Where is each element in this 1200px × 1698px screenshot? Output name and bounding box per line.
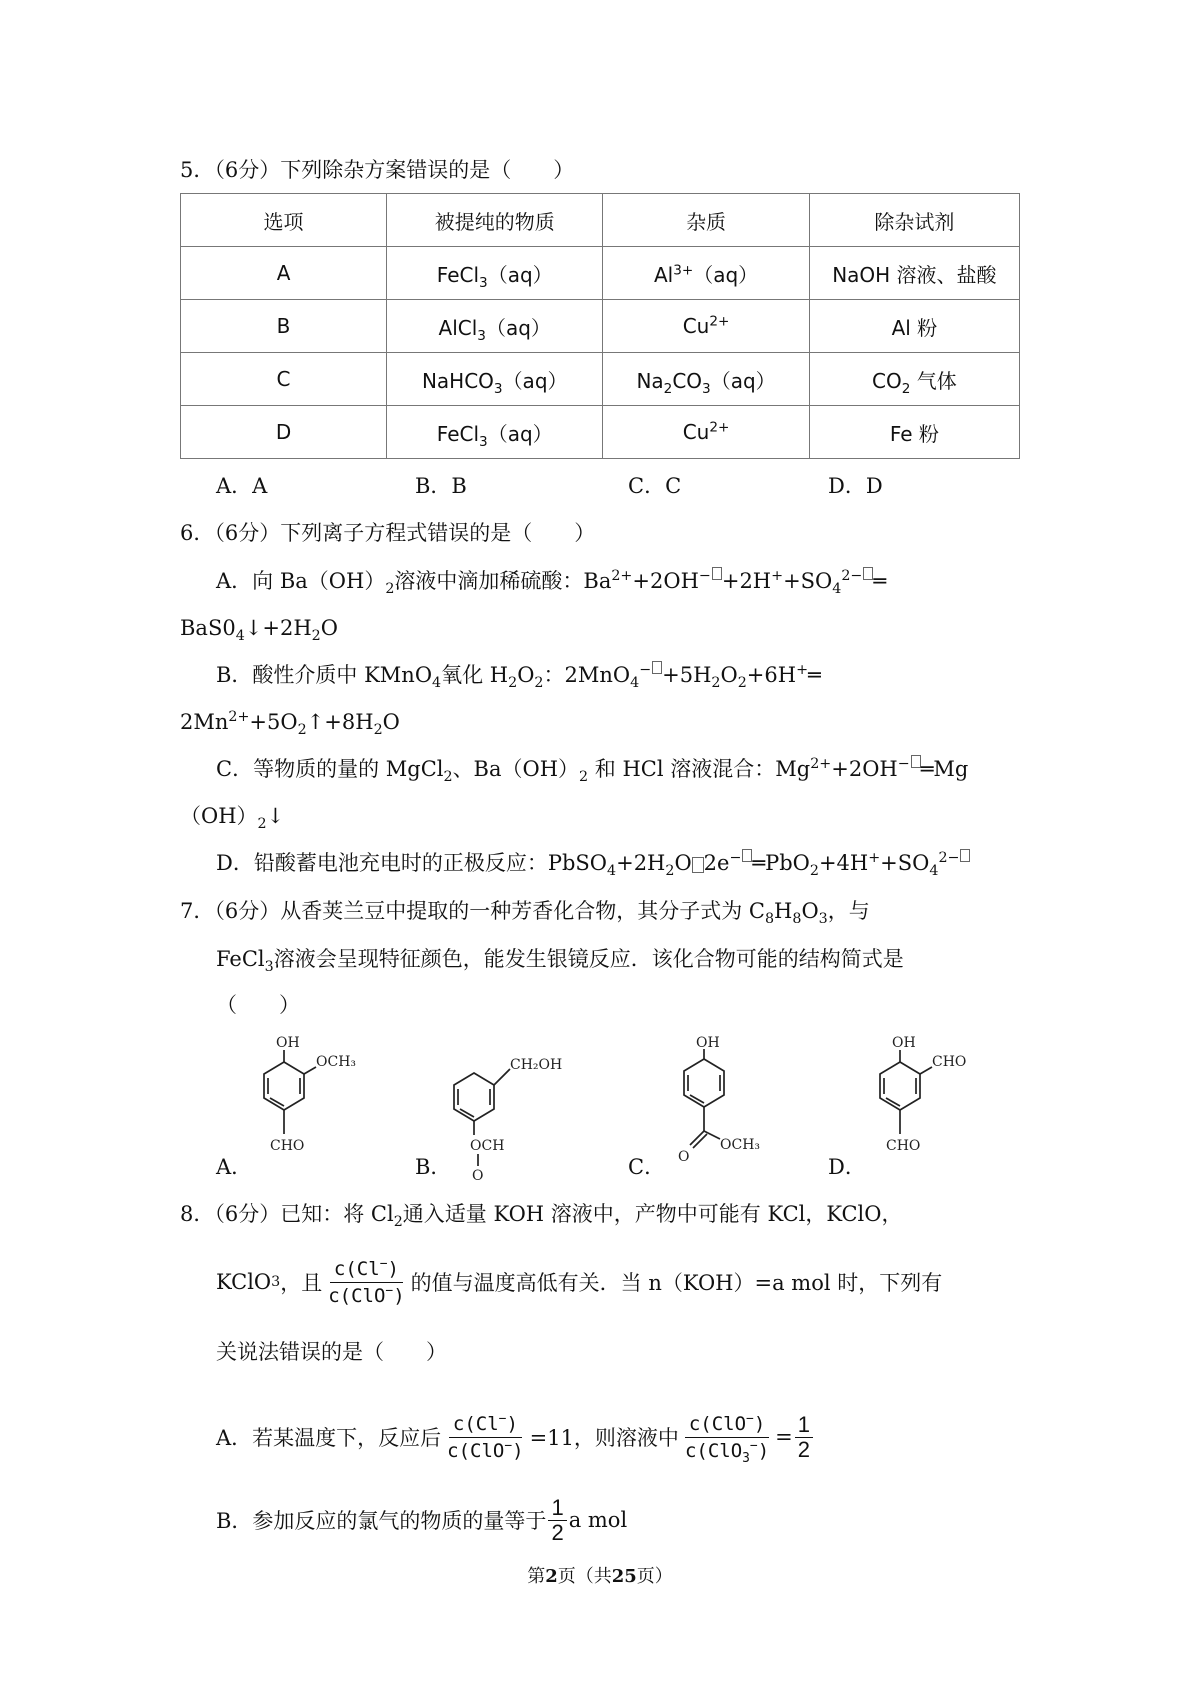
struct-c-top-label: OH: [696, 1035, 720, 1051]
struct-b-bottom-label: O: [472, 1168, 484, 1184]
q8-stem-line3: 关说法错误的是（ ）: [216, 1340, 447, 1364]
q7-label-c: C．: [628, 1155, 666, 1179]
struct-a-side-label: OCH₃: [316, 1054, 357, 1070]
struct-d-side-label: CHO: [932, 1054, 967, 1070]
table-cell-option: D: [181, 406, 387, 459]
structure-d: [866, 1030, 986, 1185]
table-cell-option: A: [181, 247, 387, 300]
structure-a: [250, 1030, 370, 1185]
table-cell-reagent: NaOH 溶液、盐酸: [809, 247, 1019, 300]
table-cell-substance: FeCl$_3$（aq）: [387, 406, 603, 459]
table-header: 选项: [181, 194, 387, 247]
struct-b-mid-label: OCH: [470, 1138, 505, 1154]
q7-label-a: A．: [216, 1155, 253, 1179]
q5-stem: 5．（6分）下列除杂方案错误的是（ ）: [180, 158, 575, 182]
q7-stem-line2: FeCl$_3$溶液会呈现特征颜色，能发生银镜反应．该化合物可能的结构简式是: [216, 947, 904, 976]
table-cell-option: C: [181, 353, 387, 406]
q7-stem-line3: （ ）: [216, 993, 300, 1017]
page-total: 25: [611, 1566, 637, 1587]
q5-table: [180, 193, 1020, 459]
table-cell-impurity: $Cu^{2+}$: [603, 300, 809, 353]
table-cell-substance: AlCl$_3$（aq）: [387, 300, 603, 353]
table-cell-impurity: $Cu^{2+}$: [603, 406, 809, 459]
struct-a-bottom-label: CHO: [270, 1138, 305, 1154]
table-cell-reagent: $CO_2$ 气体: [809, 353, 1019, 406]
q5-choice-c: C．C: [628, 474, 682, 498]
fraction-one-half: $\frac{1}{2}$: [795, 1413, 813, 1462]
q8-option-a: A．若某温度下，反应后 $\frac{c(Cl^-)}{c(ClO^-)}$ =11，则溶液中 $\frac{c(ClO^-)}{c(ClO_3^-)}$ = $\frac{1}{2}$: [216, 1405, 815, 1469]
struct-d-bottom-label: CHO: [886, 1138, 921, 1154]
q6-stem: 6．（6分）下列离子方程式错误的是（ ）: [180, 521, 596, 545]
struct-d-top-label: OH: [892, 1035, 916, 1051]
table-header-row: [181, 194, 1020, 247]
q7-label-b: B．: [415, 1155, 452, 1179]
q7-stem: 7．（6分）从香荚兰豆中提取的一种芳香化合物，其分子式为 $C_8H_8O_3$，与: [180, 899, 870, 928]
q8-option-b: B．参加反应的氯气的物质的量等于 $\frac{1}{2}$ a mol: [216, 1494, 628, 1545]
ratio-cl-clo-a: $\frac{c(Cl^-)}{c(ClO^-)}$: [447, 1411, 524, 1462]
table-header: 除杂试剂: [809, 194, 1019, 247]
struct-c-side-label: OCH₃: [720, 1137, 761, 1153]
q6-option-b: B．酸性介质中 KMnO$_4$氧化 $H_2O_2$：$2MnO_4^- +5H_2O_2+6H^+═$: [216, 662, 821, 692]
table-header: 被提纯的物质: [387, 194, 603, 247]
page-number: 2: [545, 1566, 558, 1587]
q6-option-a: A．向 $Ba(OH)_2$溶液中滴加稀硫酸：$Ba^{2+}+2OH^- +2H^++SO_4^{2-}$ ═: [216, 568, 887, 598]
table-row: [181, 406, 1020, 459]
table-cell-substance: NaHCO$_3$（aq）: [387, 353, 603, 406]
table-cell-reagent: Fe 粉: [809, 406, 1019, 459]
struct-c-bottom-label: O: [678, 1149, 690, 1165]
q7-label-d: D．: [828, 1155, 866, 1179]
table-cell-impurity: $Na_2CO_3(aq)$: [603, 353, 809, 406]
q6-option-d: D．铅酸蓄电池充电时的正极反应：$PbSO_4+2H_2O$ 2e− $═PbO_2+4H^++SO_4^{2-}$: [216, 848, 970, 878]
structure-b: [440, 1055, 580, 1190]
q5-choice-b: B．B: [415, 474, 467, 498]
q5-choice-d: D．D: [828, 474, 883, 498]
ratio-cl-clo: $\frac{c(Cl^-)}{c(ClO^-)}$: [328, 1256, 405, 1307]
table-cell-substance: FeCl$_3$（aq）: [387, 247, 603, 300]
page-footer: 第2页（共25页）: [527, 1566, 673, 1587]
struct-a-top-label: OH: [276, 1035, 300, 1051]
table-row: [181, 247, 1020, 300]
q6-option-b-cont: $2Mn^{2+}+5O_2↑+8H_2O$: [180, 709, 400, 739]
q6-option-c: C．等物质的量的 MgCl$_2$、$Ba(OH)_2$ 和 HCl 溶液混合：$Mg^{2+}+2OH^-$ ═Mg: [216, 756, 969, 786]
structure-c: [660, 1035, 800, 1190]
table-cell-impurity: $Al^{3+}(aq)$: [603, 247, 809, 300]
table-row: [181, 300, 1020, 353]
table-cell-reagent: Al 粉: [809, 300, 1019, 353]
table-header: 杂质: [603, 194, 809, 247]
ratio-clo-clo3: $\frac{c(ClO^-)}{c(ClO_3^-)}$: [684, 1411, 770, 1466]
q6-option-c-cont: $(OH)_2↓$: [180, 804, 285, 833]
table-row: [181, 353, 1020, 406]
q8-stem: 8．（6分）已知：将 $Cl_2$通入适量 KOH 溶液中，产物中可能有 KCl，KClO，: [180, 1202, 903, 1231]
fraction-one-half-b: $\frac{1}{2}$: [548, 1496, 566, 1545]
q8-stem-line2: KClO 3 ，且 $\frac{c(Cl^-)}{c(ClO^-)}$ 的值与温度高低有关．当 n（KOH）=a mol 时，下列有: [216, 1256, 943, 1307]
q6-option-a-cont: $BaS0_4↓+2H_2O$: [180, 616, 338, 645]
struct-b-side-label: CH₂OH: [510, 1057, 563, 1073]
q5-choice-a: A．A: [216, 474, 268, 498]
table-cell-option: B: [181, 300, 387, 353]
